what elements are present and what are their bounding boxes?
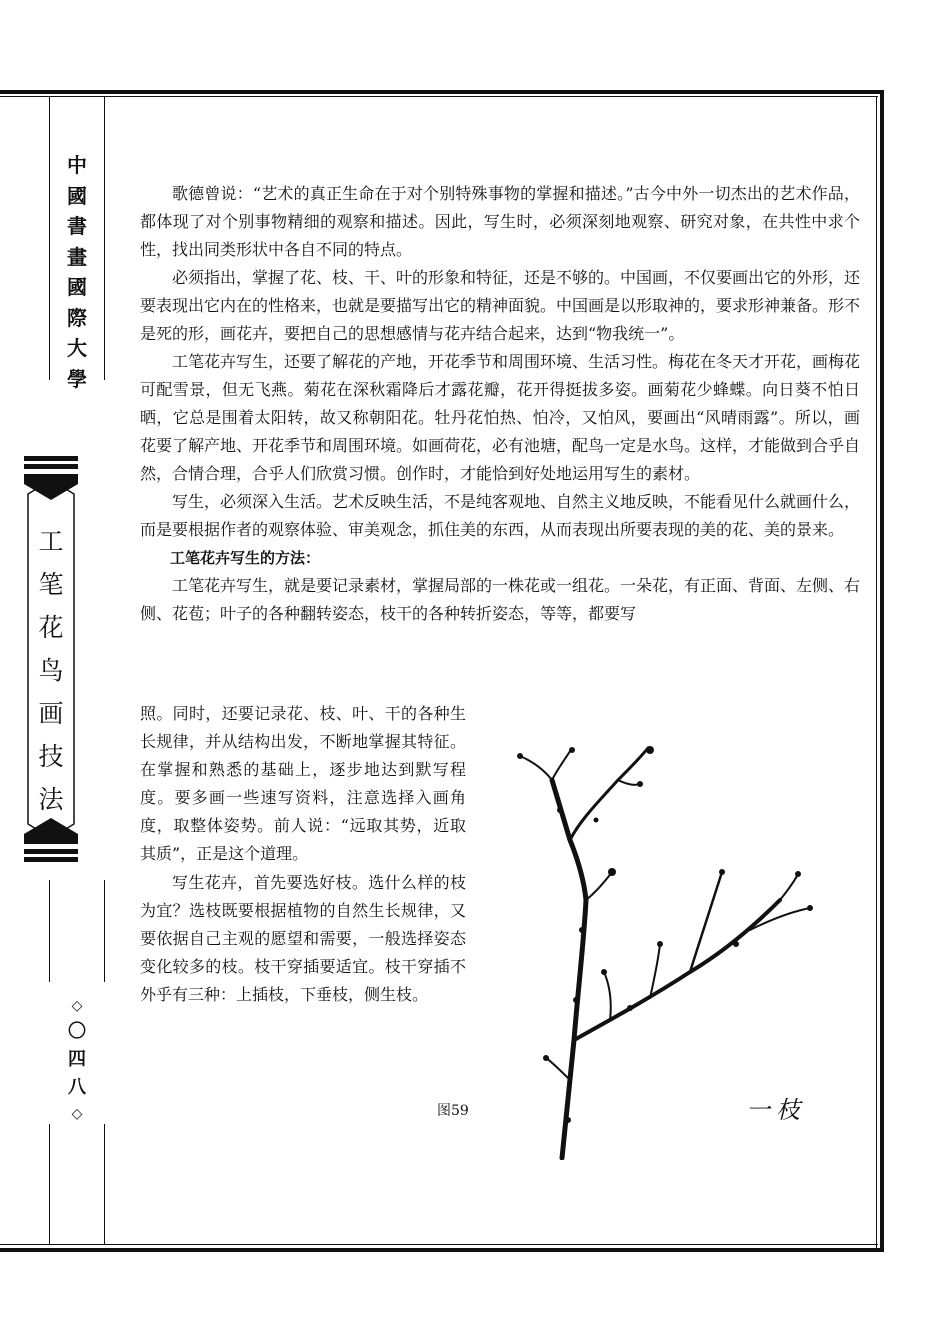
diamond-ornament: ◇ <box>71 1106 83 1122</box>
title-char: 鸟 <box>38 656 64 685</box>
school-char: 國 <box>67 275 87 299</box>
page-number <box>50 994 104 1126</box>
page-number-char: 四 <box>68 1049 86 1070</box>
school-char: 畫 <box>67 244 87 269</box>
diamond-ornament: ◇ <box>71 998 83 1014</box>
narrow-text-column <box>140 700 466 1009</box>
school-char: 國 <box>67 183 87 208</box>
frame-right-rule <box>880 90 884 1252</box>
paragraph: 写生，必须深入生活。艺术反映生活，不是纯客观地、自然主义地反映，不能看见什么就画什么，而是要根据作者的观察体验、审美观念，抓住美的东西，从而表现出所要表现的美的花、美的景来。 <box>140 492 861 539</box>
title-char: 技 <box>38 742 64 771</box>
title-char: 工 <box>38 527 64 556</box>
paragraph: 工笔花卉写生，还要了解花的产地，开花季节和周围环境、生活习性。梅花在冬天才开花，画梅花可配雪景，但无飞燕。菊花在深秋霜降后才露花瓣，花开得挺拔多姿。画菊花少蜂蝶。向日葵不怕日晒，它总是围着太阳转，故又称朝阳花。牡丹花怕热、怕冷，又怕风，要画出“风晴雨露”。所以，画花要了解产地、开花季节和周围环境。如画荷花，必有池塘，配鸟一定是水鸟。这样，才能做到合乎自然，合情合理，合乎人们欣赏习惯。创作时，才能恰到好处地运用写生的素材。 <box>140 352 861 483</box>
paragraph: 必须指出，掌握了花、枝、干、叶的形象和特征，还是不够的。中国画，不仅要画出它的外形，还要表现出它内在的性格来，也就是要描写出它的精神面貌。中国画是以形取神的，要求形神兼备。形不是死的形，画花卉，要把自己的思想感情与花卉结合起来，达到“物我统一”。 <box>140 268 861 343</box>
page-number-char: 八 <box>68 1077 86 1098</box>
paragraph-continued: 照。同时，还要记录花、枝、叶、干的各种生长规律，并从结构出发，不断地掌握其特征。在掌握和熟悉的基础上，逐步地达到默写程度。要多画一些速写资料，注意选择入画角度，取整体姿势。前人说：“远取其势，近取其质”，正是这个道理。 <box>140 704 466 864</box>
sidebar-book-title <box>22 520 80 821</box>
paragraph: 写生花卉，首先要选好枝。选什么样的枝为宜？选枝既要根据植物的自然生长规律，又要依据自己主观的愿望和需要，一般选择姿态变化较多的枝。枝干穿插要适宜。枝干穿插不外乎有三种：上插枝，下垂枝，侧生枝。 <box>140 872 466 1004</box>
school-char: 大 <box>67 336 87 360</box>
title-char: 法 <box>38 785 64 814</box>
page-number-char: 〇 <box>68 1021 86 1042</box>
paragraph: 歌德曾说：“艺术的真正生命在于对个别特殊事物的掌握和描述。”古今中外一切杰出的艺术作品，都体现了对个别事物精细的观察和描述。因此，写生时，必须深刻地观察、研究对象，在共性中求个性，找出同类形状中各自不同的特点。 <box>140 184 860 259</box>
paragraph: 工笔花卉写生，就是要记录素材，掌握局部的一株花或一组花。一朵花，有正面、背面、左侧、右侧、花苞；叶子的各种翻转姿态，枝干的各种转折姿态，等等，都要写 <box>140 576 861 623</box>
figure-label: 一枝 <box>746 1096 806 1124</box>
figure-caption: 图59 <box>437 1103 469 1119</box>
title-char: 笔 <box>38 570 64 599</box>
school-char: 書 <box>67 214 87 238</box>
frame-top-inner-rule <box>0 96 878 97</box>
body-text <box>140 180 860 628</box>
frame-bottom-inner-rule <box>0 1244 878 1245</box>
frame-top-rule <box>0 90 884 94</box>
sidebar-school-name <box>50 150 104 394</box>
school-char: 中 <box>67 153 87 177</box>
title-char: 花 <box>38 613 64 642</box>
school-char: 際 <box>67 305 87 330</box>
school-char: 學 <box>67 366 87 391</box>
section-heading: 工笔花卉写生的方法： <box>170 549 321 567</box>
title-char: 画 <box>38 699 64 728</box>
frame-bottom-rule <box>0 1248 884 1252</box>
frame-right-inner-rule <box>876 96 877 1248</box>
